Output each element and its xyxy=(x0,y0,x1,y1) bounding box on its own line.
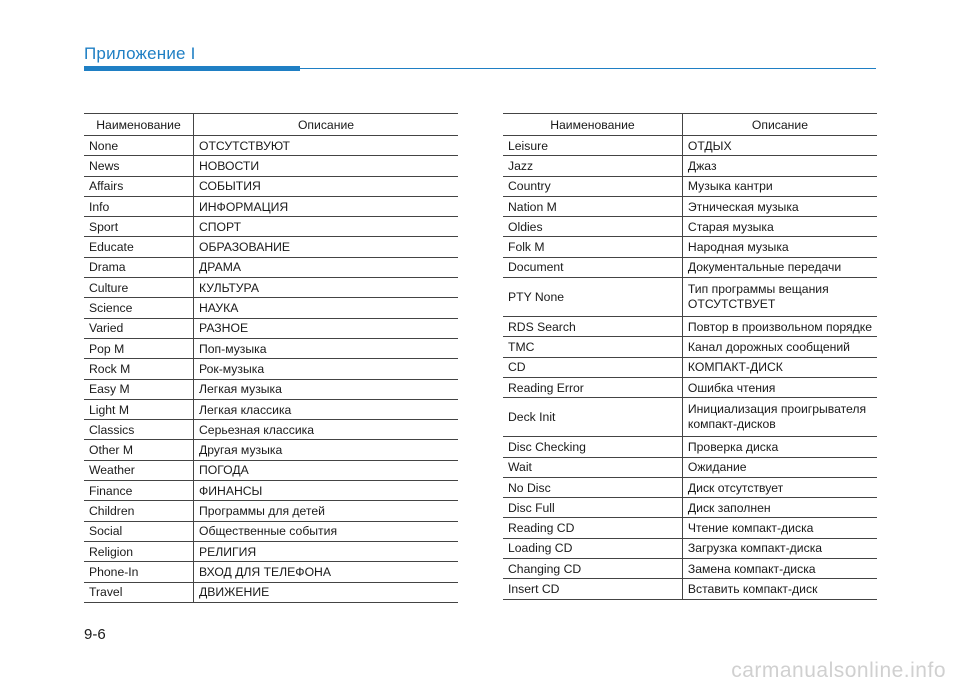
cell-description: Канал дорожных сообщений xyxy=(682,337,877,357)
cell-name: Weather xyxy=(84,460,194,480)
table-row xyxy=(84,521,458,541)
table-body-right xyxy=(503,136,877,600)
cell-name: Sport xyxy=(84,217,194,237)
column-header-name: Наименование xyxy=(84,114,194,136)
cell-description: СОБЫТИЯ xyxy=(194,176,459,196)
table-row xyxy=(84,176,458,196)
table-row xyxy=(84,156,458,176)
section-title: Приложение I xyxy=(84,44,196,63)
cell-description: Замена компакт-диска xyxy=(682,559,877,579)
table-row xyxy=(503,398,877,437)
cell-description: Ошибка чтения xyxy=(682,377,877,397)
cell-name: Easy M xyxy=(84,379,194,399)
cell-name: None xyxy=(84,136,194,156)
cell-description: Загрузка компакт-диска xyxy=(682,538,877,558)
cell-description: ОТДЫХ xyxy=(682,136,877,156)
table-row xyxy=(503,217,877,237)
cell-name: Other M xyxy=(84,440,194,460)
table-row xyxy=(84,136,458,156)
cell-description: Инициализация проигрывателя компакт-дисков xyxy=(682,398,877,437)
cell-description: Музыка кантри xyxy=(682,176,877,196)
table-row xyxy=(503,278,877,317)
cell-name: Info xyxy=(84,196,194,216)
cell-name: Finance xyxy=(84,481,194,501)
cell-description: Тип программы вещания ОТСУТСТВУЕТ xyxy=(682,278,877,317)
cell-name: Deck Init xyxy=(503,398,682,437)
table-row xyxy=(503,538,877,558)
cell-name: Educate xyxy=(84,237,194,257)
cell-name: Folk M xyxy=(503,237,682,257)
column-header-description: Описание xyxy=(194,114,459,136)
cell-description: СПОРТ xyxy=(194,217,459,237)
table-row xyxy=(503,317,877,337)
cell-description: Общественные события xyxy=(194,521,459,541)
cell-description: Программы для детей xyxy=(194,501,459,521)
table-row xyxy=(84,562,458,582)
cell-description: РЕЛИГИЯ xyxy=(194,541,459,561)
table-row xyxy=(503,237,877,257)
cell-description: Документальные передачи xyxy=(682,257,877,277)
column-header-description: Описание xyxy=(682,114,877,136)
cell-description: Легкая классика xyxy=(194,399,459,419)
table-row xyxy=(84,460,458,480)
cell-name: Affairs xyxy=(84,176,194,196)
watermark: carmanualsonline.info xyxy=(731,659,946,682)
table-row xyxy=(84,420,458,440)
table-row xyxy=(503,477,877,497)
cell-description: Диск отсутствует xyxy=(682,477,877,497)
table-row xyxy=(84,278,458,298)
cell-name: Classics xyxy=(84,420,194,440)
table-row xyxy=(84,217,458,237)
cell-name: Changing CD xyxy=(503,559,682,579)
table-row xyxy=(503,559,877,579)
table-header-row xyxy=(503,114,877,136)
table-row xyxy=(84,318,458,338)
cell-description: Джаз xyxy=(682,156,877,176)
table-row xyxy=(84,541,458,561)
cell-description: Проверка диска xyxy=(682,437,877,457)
cell-name: No Disc xyxy=(503,477,682,497)
table-row xyxy=(84,196,458,216)
cell-description: ВХОД ДЛЯ ТЕЛЕФОНА xyxy=(194,562,459,582)
table-row xyxy=(84,359,458,379)
cell-description: Диск заполнен xyxy=(682,498,877,518)
table-row xyxy=(84,501,458,521)
cell-description: РАЗНОЕ xyxy=(194,318,459,338)
cell-name: Religion xyxy=(84,541,194,561)
table-header-row xyxy=(84,114,458,136)
cell-name: Varied xyxy=(84,318,194,338)
cell-description: Серьезная классика xyxy=(194,420,459,440)
cell-name: Insert CD xyxy=(503,579,682,599)
table-row xyxy=(503,136,877,156)
page-number: 9-6 xyxy=(84,626,106,643)
table-row xyxy=(503,498,877,518)
table-row xyxy=(503,257,877,277)
table-row xyxy=(84,257,458,277)
table-row xyxy=(503,518,877,538)
cell-description: НОВОСТИ xyxy=(194,156,459,176)
table-body-left xyxy=(84,136,458,603)
cell-description: НАУКА xyxy=(194,298,459,318)
cell-name: Country xyxy=(503,176,682,196)
table-row xyxy=(503,196,877,216)
cell-name: Travel xyxy=(84,582,194,602)
cell-description: ИНФОРМАЦИЯ xyxy=(194,196,459,216)
table-row xyxy=(503,457,877,477)
table-row xyxy=(503,156,877,176)
cell-name: TMC xyxy=(503,337,682,357)
cell-description: ДРАМА xyxy=(194,257,459,277)
cell-name: Phone-In xyxy=(84,562,194,582)
cell-name: Jazz xyxy=(503,156,682,176)
cell-name: CD xyxy=(503,357,682,377)
cell-name: Document xyxy=(503,257,682,277)
table-row xyxy=(84,399,458,419)
cell-name: News xyxy=(84,156,194,176)
cell-name: Nation M xyxy=(503,196,682,216)
cell-name: Leisure xyxy=(503,136,682,156)
cell-name: Reading CD xyxy=(503,518,682,538)
cell-name: RDS Search xyxy=(503,317,682,337)
cell-name: Light M xyxy=(84,399,194,419)
cell-name: Children xyxy=(84,501,194,521)
cell-name: Oldies xyxy=(503,217,682,237)
cell-name: Loading CD xyxy=(503,538,682,558)
cell-name: Reading Error xyxy=(503,377,682,397)
cell-description: КОМПАКТ-ДИСК xyxy=(682,357,877,377)
header-rule xyxy=(300,68,876,69)
rds-codes-table-left xyxy=(84,113,458,603)
cell-name: Science xyxy=(84,298,194,318)
table-row xyxy=(84,440,458,460)
table-row xyxy=(84,379,458,399)
cell-description: ОБРАЗОВАНИЕ xyxy=(194,237,459,257)
table-row xyxy=(84,237,458,257)
cell-name: Disc Checking xyxy=(503,437,682,457)
cell-name: Rock M xyxy=(84,359,194,379)
table-row xyxy=(503,176,877,196)
cell-name: Drama xyxy=(84,257,194,277)
rds-codes-table-right xyxy=(503,113,877,600)
cell-name: Social xyxy=(84,521,194,541)
cell-description: ДВИЖЕНИЕ xyxy=(194,582,459,602)
cell-description: Вставить компакт-диск xyxy=(682,579,877,599)
cell-description: Ожидание xyxy=(682,457,877,477)
table-row xyxy=(503,437,877,457)
cell-description: Рок-музыка xyxy=(194,359,459,379)
cell-description: ПОГОДА xyxy=(194,460,459,480)
cell-name: PTY None xyxy=(503,278,682,317)
cell-name: Pop M xyxy=(84,338,194,358)
cell-name: Culture xyxy=(84,278,194,298)
cell-description: Старая музыка xyxy=(682,217,877,237)
table-row xyxy=(503,337,877,357)
table-row xyxy=(503,377,877,397)
cell-description: ФИНАНСЫ xyxy=(194,481,459,501)
cell-description: Этническая музыка xyxy=(682,196,877,216)
cell-description: ОТСУТСТВУЮТ xyxy=(194,136,459,156)
cell-description: Поп-музыка xyxy=(194,338,459,358)
column-header-name: Наименование xyxy=(503,114,682,136)
cell-description: Народная музыка xyxy=(682,237,877,257)
cell-description: Чтение компакт-диска xyxy=(682,518,877,538)
table-row xyxy=(503,357,877,377)
cell-description: Легкая музыка xyxy=(194,379,459,399)
cell-name: Disc Full xyxy=(503,498,682,518)
cell-name: Wait xyxy=(503,457,682,477)
table-row xyxy=(503,579,877,599)
cell-description: Повтор в произвольном порядке xyxy=(682,317,877,337)
cell-description: КУЛЬТУРА xyxy=(194,278,459,298)
table-row xyxy=(84,481,458,501)
table-row xyxy=(84,338,458,358)
table-row xyxy=(84,582,458,602)
cell-description: Другая музыка xyxy=(194,440,459,460)
table-row xyxy=(84,298,458,318)
header-accent-bar xyxy=(84,66,300,71)
